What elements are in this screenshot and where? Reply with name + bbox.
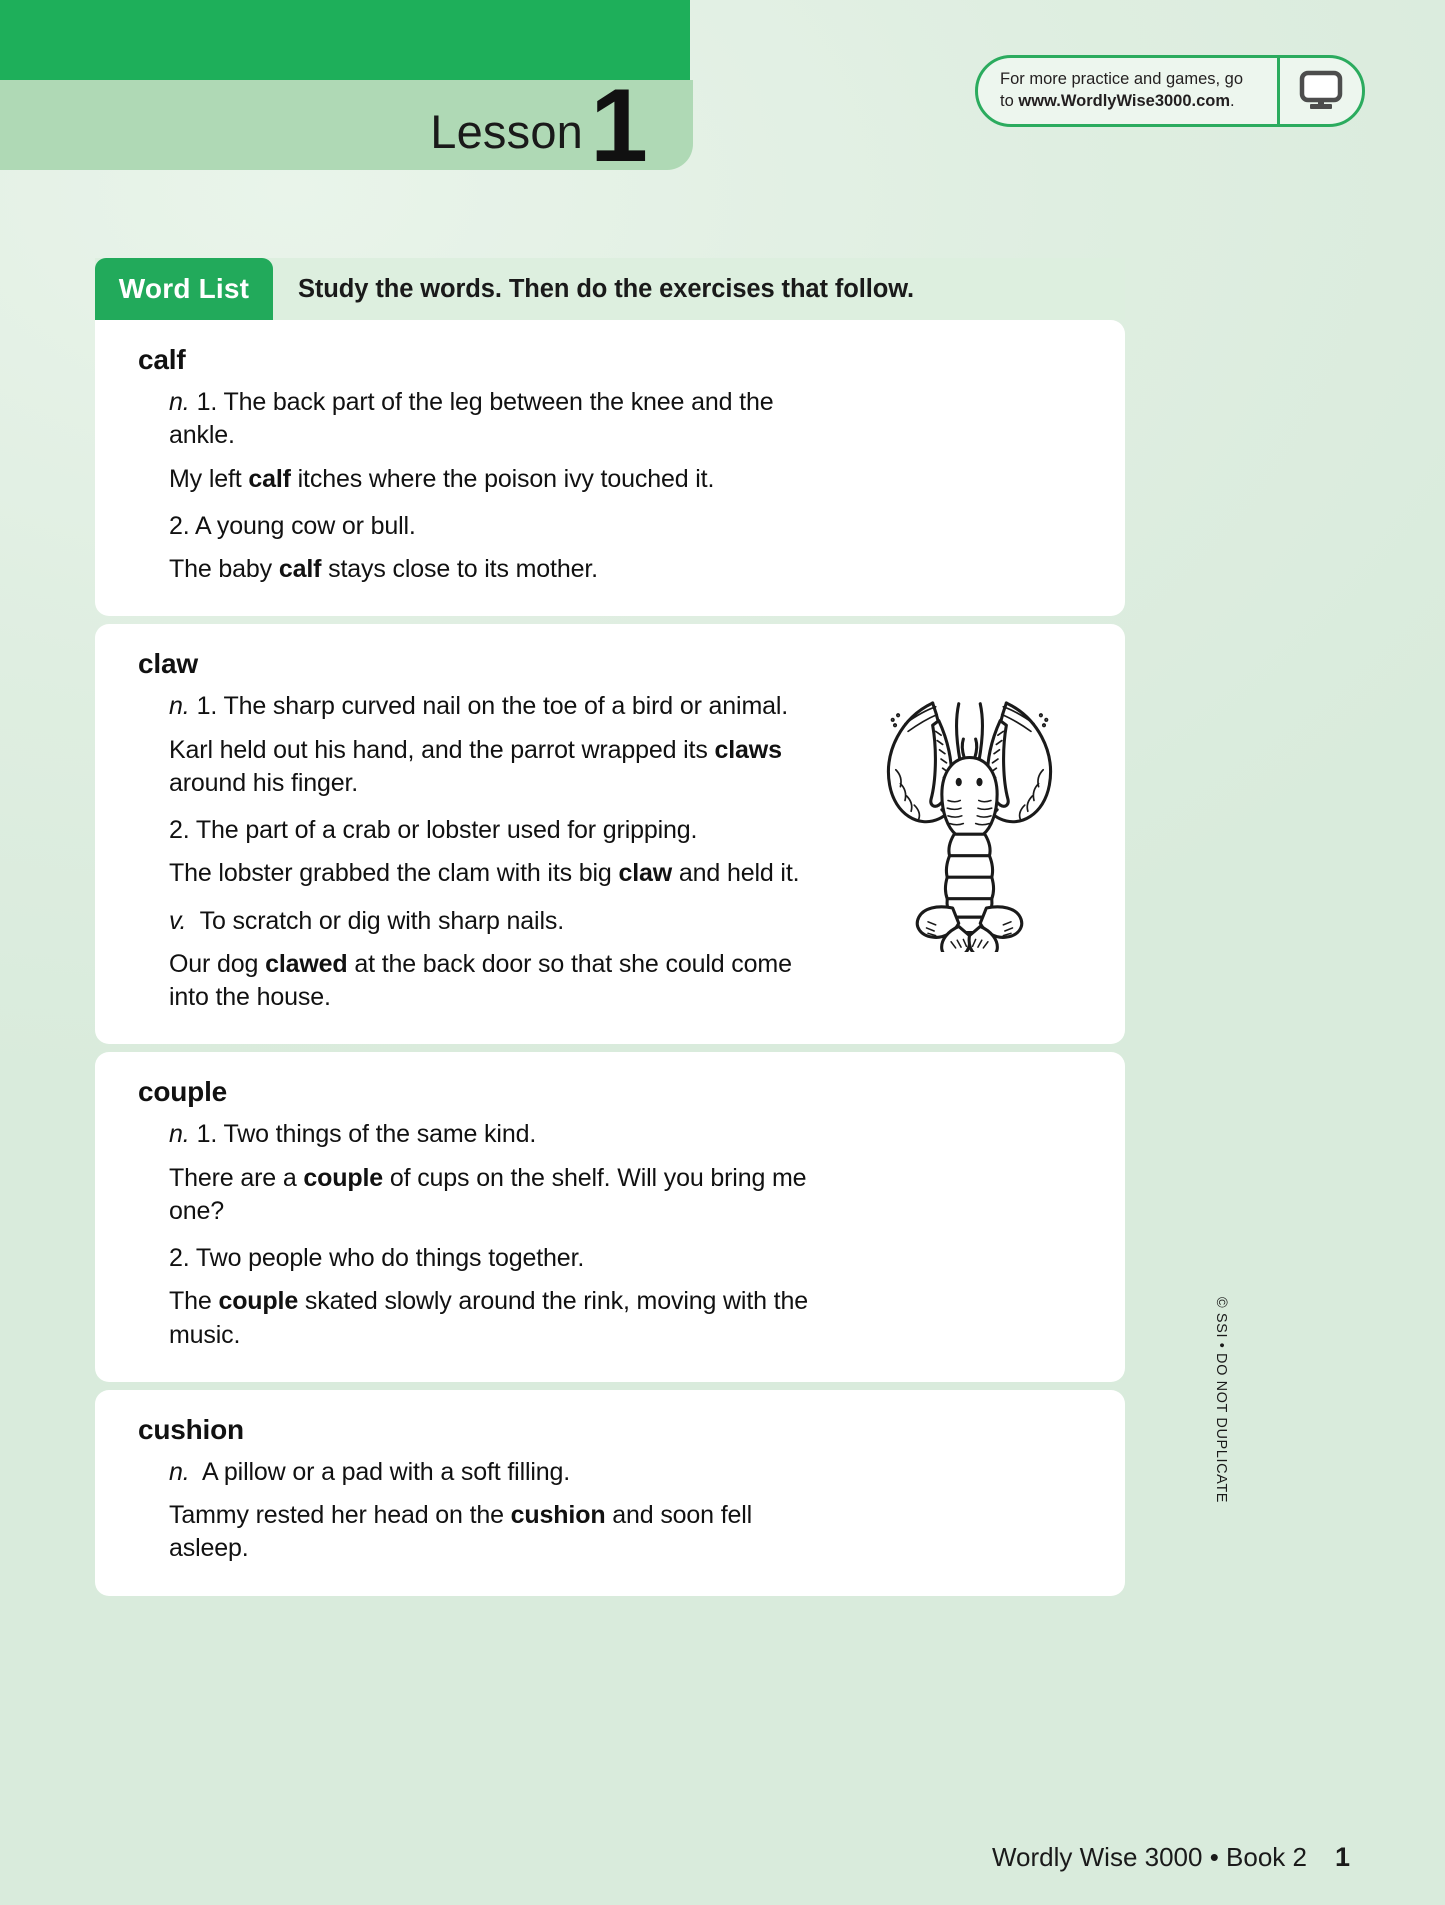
sense-list <box>138 1118 828 1352</box>
example-keyword: calf <box>248 464 291 493</box>
word-list-tag: Word List <box>95 258 273 320</box>
example-post: stays close to its mother. <box>321 555 598 583</box>
page-number: 1 <box>1334 1842 1350 1872</box>
sense-list <box>138 1456 828 1566</box>
example-post: skated slowly around the rink, moving with the music. <box>169 1287 808 1349</box>
example-keyword: claw <box>618 859 673 888</box>
example-sentence <box>169 734 828 801</box>
promo-line2-suffix: . <box>1230 92 1235 110</box>
definition-text: The part of a crab or lobster used for gripping. <box>195 816 698 844</box>
example-keyword: couple <box>303 1163 384 1192</box>
example-pre: The lobster grabbed the clam with its big <box>169 859 619 888</box>
example-pre: Tammy rested her head on the <box>169 1501 511 1529</box>
definition-text: The back part of the leg between the knee and the ankle. <box>169 388 774 450</box>
promo-line2-prefix: to <box>1000 92 1019 110</box>
promo-callout[interactable] <box>975 55 1365 127</box>
example-sentence <box>169 1285 828 1352</box>
sense-number: 2. <box>169 1244 190 1272</box>
example-keyword: calf <box>278 555 322 583</box>
example-post: and held it. <box>672 859 800 888</box>
copyright-notice: © SSI • DO NOT DUPLICATE <box>1212 1297 1229 1504</box>
definition <box>169 814 828 847</box>
sense-block <box>169 510 828 587</box>
example-pre: Karl held out his hand, and the parrot wrapped its <box>169 735 715 764</box>
example-pre: There are a <box>169 1163 304 1192</box>
lesson-heading <box>0 68 693 190</box>
sense-block <box>169 1242 828 1352</box>
lesson-label: Lesson <box>430 105 583 158</box>
sense-number: 1. <box>196 388 218 416</box>
example-keyword: cushion <box>510 1501 606 1529</box>
promo-url: www.WordlyWise3000.com <box>1018 92 1231 110</box>
word-list-band <box>95 258 1125 320</box>
sense-number: 2. <box>169 816 190 844</box>
monitor-icon <box>1280 58 1362 124</box>
word-entry-card <box>95 624 1125 1044</box>
sense-block <box>169 1118 828 1228</box>
headword: calf <box>138 344 186 375</box>
promo-text <box>978 58 1277 124</box>
sense-block <box>169 386 828 496</box>
definition <box>169 510 828 543</box>
example-post: around his finger. <box>169 768 359 797</box>
example-sentence <box>169 1162 828 1229</box>
page-footer <box>992 1842 1350 1873</box>
headword: claw <box>138 648 198 680</box>
example-sentence <box>169 948 828 1015</box>
example-pre: Our dog <box>169 949 266 978</box>
sense-number: 1. <box>196 1120 218 1149</box>
example-sentence <box>169 463 828 496</box>
word-list-instruction: Study the words. Then do the exercises that follow. <box>298 274 914 303</box>
example-keyword: couple <box>218 1287 299 1316</box>
example-post: at the back door so that she could come into the house. <box>169 949 792 1011</box>
sense-block <box>169 905 828 1015</box>
example-pre: My left <box>169 464 249 493</box>
definition-text: Two people who do things together. <box>195 1244 585 1272</box>
headword: cushion <box>138 1413 244 1445</box>
example-post: of cups on the shelf. Will you bring me one? <box>169 1163 807 1225</box>
sense-number: 1. <box>196 692 218 721</box>
word-entry-card <box>95 1052 1125 1382</box>
word-entry-card <box>95 320 1125 616</box>
example-pre: The baby <box>169 555 279 583</box>
part-of-speech: n. <box>169 1457 190 1486</box>
sense-number: 2. <box>169 511 190 540</box>
definition <box>169 690 828 723</box>
definition-text: A young cow or bull. <box>194 511 416 540</box>
headword: couple <box>138 1076 228 1108</box>
definition-text: The sharp curved nail on the toe of a bird or animal. <box>223 692 789 721</box>
word-entry-list <box>95 320 1125 1596</box>
example-sentence <box>169 553 828 586</box>
sense-block <box>169 690 828 800</box>
example-keyword: clawed <box>265 949 348 978</box>
part-of-speech: n. <box>169 1120 190 1149</box>
example-keyword: claws <box>714 735 782 764</box>
lesson-number: 1 <box>590 68 646 184</box>
sense-block <box>169 814 828 891</box>
definition <box>169 1456 828 1489</box>
example-sentence <box>169 1499 828 1566</box>
definition <box>169 386 828 453</box>
definition-text: To scratch or dig with sharp nails. <box>199 906 565 935</box>
part-of-speech: n. <box>169 692 190 721</box>
promo-line1: For more practice and games, go <box>1000 70 1244 89</box>
example-post: and soon fell asleep. <box>169 1501 753 1563</box>
example-sentence <box>169 857 828 890</box>
footer-title: Wordly Wise 3000 • Book 2 <box>991 1842 1307 1872</box>
sense-list <box>138 386 828 586</box>
definition <box>169 1118 828 1151</box>
example-pre: The <box>169 1287 219 1316</box>
definition <box>169 905 828 938</box>
definition-text: Two things of the same kind. <box>223 1120 537 1149</box>
definition-text: A pillow or a pad with a soft filling. <box>201 1457 571 1486</box>
sense-block <box>169 1456 828 1566</box>
part-of-speech: n. <box>169 388 190 416</box>
header-dark-bar <box>0 0 690 80</box>
part-of-speech: v. <box>169 906 187 935</box>
lobster-illustration <box>862 672 1077 952</box>
definition <box>169 1242 828 1275</box>
word-entry-card <box>95 1390 1125 1596</box>
example-post: itches where the poison ivy touched it. <box>290 464 715 493</box>
sense-list <box>138 690 828 1014</box>
